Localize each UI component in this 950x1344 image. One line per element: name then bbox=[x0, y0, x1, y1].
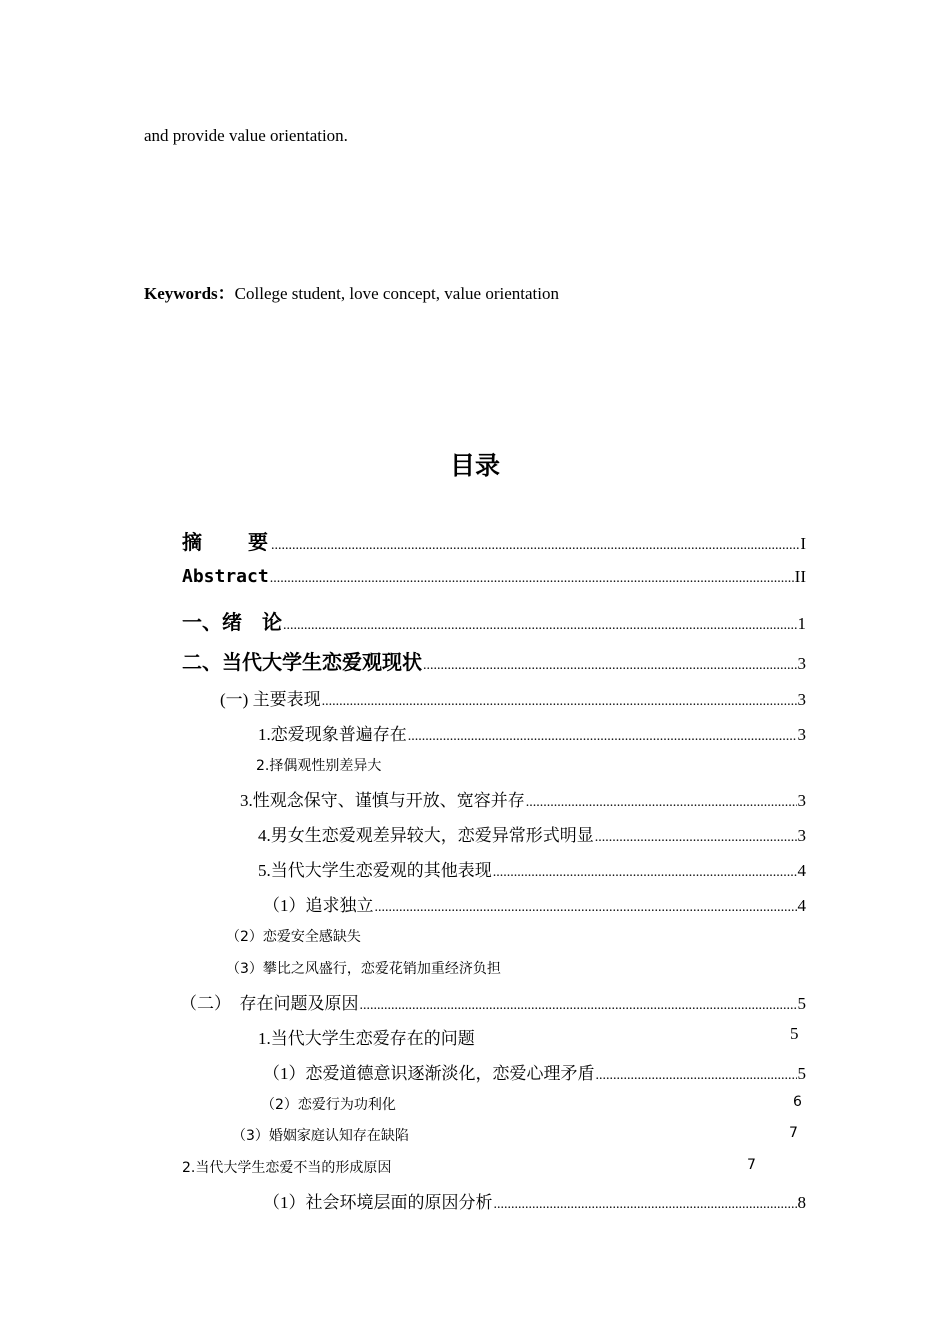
toc-entry-1-5-3[interactable] bbox=[226, 958, 501, 978]
toc-entry-1-5[interactable] bbox=[258, 856, 806, 881]
toc-entry-page: 3 bbox=[797, 791, 806, 810]
toc-entry-2-1-3-page: 7 bbox=[789, 1125, 798, 1141]
toc-entry-2-2-page: 7 bbox=[747, 1157, 756, 1173]
toc-entry-page: 4 bbox=[797, 861, 806, 880]
toc-entry-chapter-2[interactable] bbox=[182, 646, 806, 675]
toc-entry-2-1-2[interactable] bbox=[261, 1094, 396, 1114]
toc-entry-label: （2）恋爱行为功利化 bbox=[261, 1097, 396, 1113]
toc-entry-page: 1 bbox=[797, 614, 806, 633]
toc-entry-label: （二） 存在问题及原因 bbox=[180, 994, 359, 1013]
toc-entry-2-2-1[interactable] bbox=[263, 1188, 806, 1213]
toc-entry-label: （1）恋爱道德意识逐渐淡化，恋爱心理矛盾 bbox=[263, 1064, 595, 1083]
toc-entry-page: 5 bbox=[797, 1064, 806, 1083]
toc-entry-label: 5.当代大学生恋爱观的其他表现 bbox=[258, 861, 492, 880]
toc-leader bbox=[423, 658, 797, 674]
toc-entry-label: (一) 主要表现 bbox=[220, 690, 321, 709]
toc-entry-2-1-page: 5 bbox=[790, 1024, 799, 1043]
toc-leader bbox=[283, 618, 797, 634]
toc-leader bbox=[595, 830, 797, 846]
toc-entry-page: II bbox=[794, 567, 806, 586]
toc-leader bbox=[271, 538, 799, 554]
keywords-label: Keywords： bbox=[144, 284, 235, 303]
toc-leader bbox=[494, 1197, 797, 1213]
toc-leader bbox=[270, 571, 794, 587]
toc-entry-label: 摘 要 bbox=[182, 530, 270, 554]
toc-entry-1-2[interactable] bbox=[256, 755, 381, 775]
toc-leader bbox=[375, 900, 797, 916]
toc-entry-1-1[interactable] bbox=[258, 720, 806, 745]
keywords-line bbox=[144, 279, 559, 304]
toc-entry-label: 3.性观念保守、谨慎与开放、宽容并存 bbox=[240, 791, 525, 810]
toc-entry-label: （3）攀比之风盛行，恋爱花销加重经济负担 bbox=[226, 961, 501, 977]
toc-entry-1-5-1[interactable] bbox=[263, 891, 806, 916]
toc-leader bbox=[322, 694, 797, 710]
toc-entry-label: （3）婚姻家庭认知存在缺陷 bbox=[232, 1128, 409, 1144]
toc-entry-page: 3 bbox=[797, 690, 806, 709]
toc-entry-section-1[interactable] bbox=[220, 685, 806, 710]
toc-entry-page: I bbox=[800, 534, 806, 553]
toc-entry-label: 2.当代大学生恋爱不当的形成原因 bbox=[182, 1160, 392, 1176]
keywords-text: College student, love concept, value orientation bbox=[234, 284, 559, 303]
toc-entry-page: 4 bbox=[797, 896, 806, 915]
toc-entry-section-2[interactable] bbox=[180, 989, 806, 1014]
toc-entry-2-1[interactable] bbox=[258, 1024, 475, 1049]
toc-entry-1-3[interactable] bbox=[240, 786, 806, 811]
toc-entry-2-1-1[interactable] bbox=[263, 1059, 806, 1084]
toc-title: 目录 bbox=[449, 451, 500, 480]
toc-leader bbox=[596, 1068, 797, 1084]
toc-entry-1-5-2[interactable] bbox=[226, 926, 361, 946]
toc-entry-label: 一、绪 论 bbox=[182, 610, 282, 634]
toc-entry-label: （1）社会环境层面的原因分析 bbox=[263, 1193, 493, 1212]
toc-entry-page: 3 bbox=[797, 826, 806, 845]
toc-entry-abstract-en[interactable] bbox=[182, 566, 806, 587]
toc-entry-label: 4.男女生恋爱观差异较大，恋爱异常形式明显 bbox=[258, 826, 594, 845]
toc-entry-2-1-3[interactable] bbox=[232, 1125, 409, 1145]
toc-entry-label: Abstract bbox=[182, 566, 269, 587]
toc-entry-label: 1.当代大学生恋爱存在的问题 bbox=[258, 1029, 475, 1048]
toc-entry-label: 1.恋爱现象普遍存在 bbox=[258, 725, 407, 744]
abstract-tail-text: and provide value orientation. bbox=[144, 126, 348, 145]
toc-leader bbox=[493, 865, 797, 881]
toc-leader bbox=[526, 795, 797, 811]
toc-entry-2-1-2-page: 6 bbox=[793, 1094, 802, 1110]
toc-entry-page: 8 bbox=[797, 1193, 806, 1212]
toc-entry-label: （2）恋爱安全感缺失 bbox=[226, 929, 361, 945]
toc-leader bbox=[408, 729, 797, 745]
toc-entry-2-2[interactable] bbox=[182, 1157, 391, 1177]
toc-entry-label: 2.择偶观性别差异大 bbox=[256, 758, 382, 774]
toc-leader bbox=[360, 998, 797, 1014]
toc-entry-page: 5 bbox=[797, 994, 806, 1013]
toc-entry-1-4[interactable] bbox=[258, 821, 806, 846]
toc-entry-label: 二、当代大学生恋爱观现状 bbox=[182, 650, 422, 674]
toc-entry-abstract-cn[interactable] bbox=[182, 526, 806, 555]
toc-entry-label: （1）追求独立 bbox=[263, 896, 374, 915]
toc-entry-introduction[interactable] bbox=[182, 606, 806, 635]
toc-entry-page: 3 bbox=[797, 654, 806, 673]
toc-entry-page: 3 bbox=[797, 725, 806, 744]
